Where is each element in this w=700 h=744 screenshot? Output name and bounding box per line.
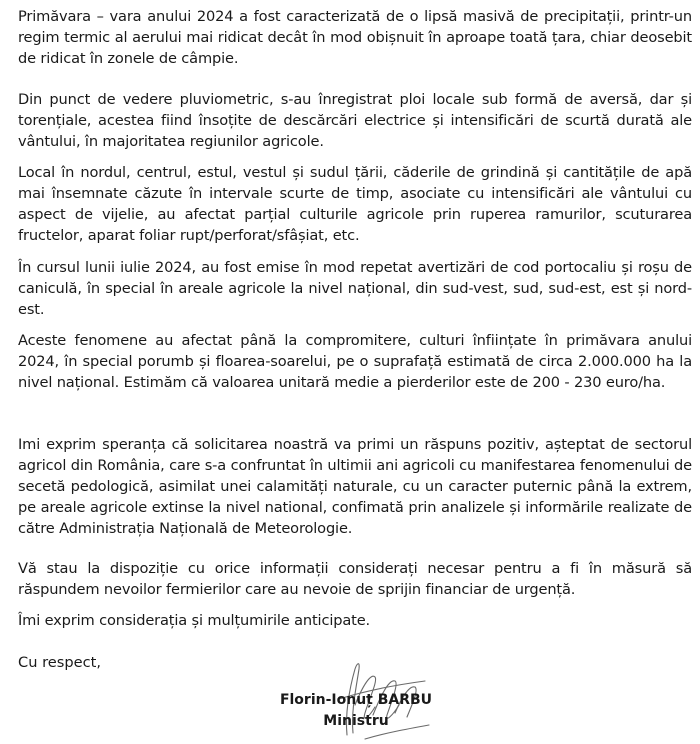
paragraph-availability: Vă stau la dispoziție cu orice informații considerați necesar pentru a fi în măsură să răspundem nevoilor fermierilor care au nevoie de sprijin financiar de urgență. [18,560,692,598]
signer-title: Ministru [323,713,389,729]
signer-name: Florin-Ionuț BARBU [279,692,433,708]
paragraph-drought-summary: Primăvara – vara anului 2024 a fost caracterizată de o lipsă masivă de precipitații, printr-un regim termic al aerului mai ridicat decât în mod obișnuit în aproape toată țara, chiar deosebit de ridicat în zonele de câmpie. [18,8,692,67]
paragraph-hail-storms: Local în nordul, centrul, estul, vestul și sudul țării, căderile de grindină și cantitățile de apă mai însemnate căzute în intervale scurte de timp, asociate cu intensificări ale vântului cu aspect de vijelie, au afectat parțial culturile agricole prin ruperea ramurilor, scuturarea fructelor, aparat foliar rupt/perforat/sfâșiat, etc. [18,164,692,244]
paragraph-thanks: Îmi exprim considerația și mulțumirile anticipate. [18,612,371,629]
closing-salutation: Cu respect, [18,654,101,671]
paragraph-pluviometric: Din punct de vedere pluviometric, s-au înregistrat ploi locale sub formă de aversă, dar și torențiale, acestea fiind însoțite de descărcări electrice și intensificări de scurtă durată ale vântului, în majoritatea regiunilor agricole. [18,91,692,150]
signature-block [271,690,441,732]
paragraph-heat-warnings: În cursul lunii iulie 2024, au fost emise în mod repetat avertizări de cod portocaliu și roșu de caniculă, în special în areale agricole la nivel național, din sud-vest, sud, sud-est, est și nord-est. [18,259,692,318]
paragraph-crop-losses: Aceste fenomene au afectat până la compromitere, culturi înființate în primăvara anului 2024, în special porumb și floarea-soarelui, pe o suprafață estimată de circa 2.000.000 ha la nivel național. Estimăm că valoarea unitară medie a pierderilor este de 200 - 230 euro/ha. [18,332,692,391]
paragraph-request-hope: Imi exprim speranța că solicitarea noastră va primi un răspuns pozitiv, așteptat de sectorul agricol din România, care s-a confruntat în ultimii ani agricoli cu manifestarea fenomenului de secetă pedologică, asimilat unei calamități naturale, cu un caracter puternic până la extrem, pe areale agricole extinse la nivel national, confimată prin analizele și informările realizate de către Administrația Națională de Meteorologie. [18,436,692,537]
